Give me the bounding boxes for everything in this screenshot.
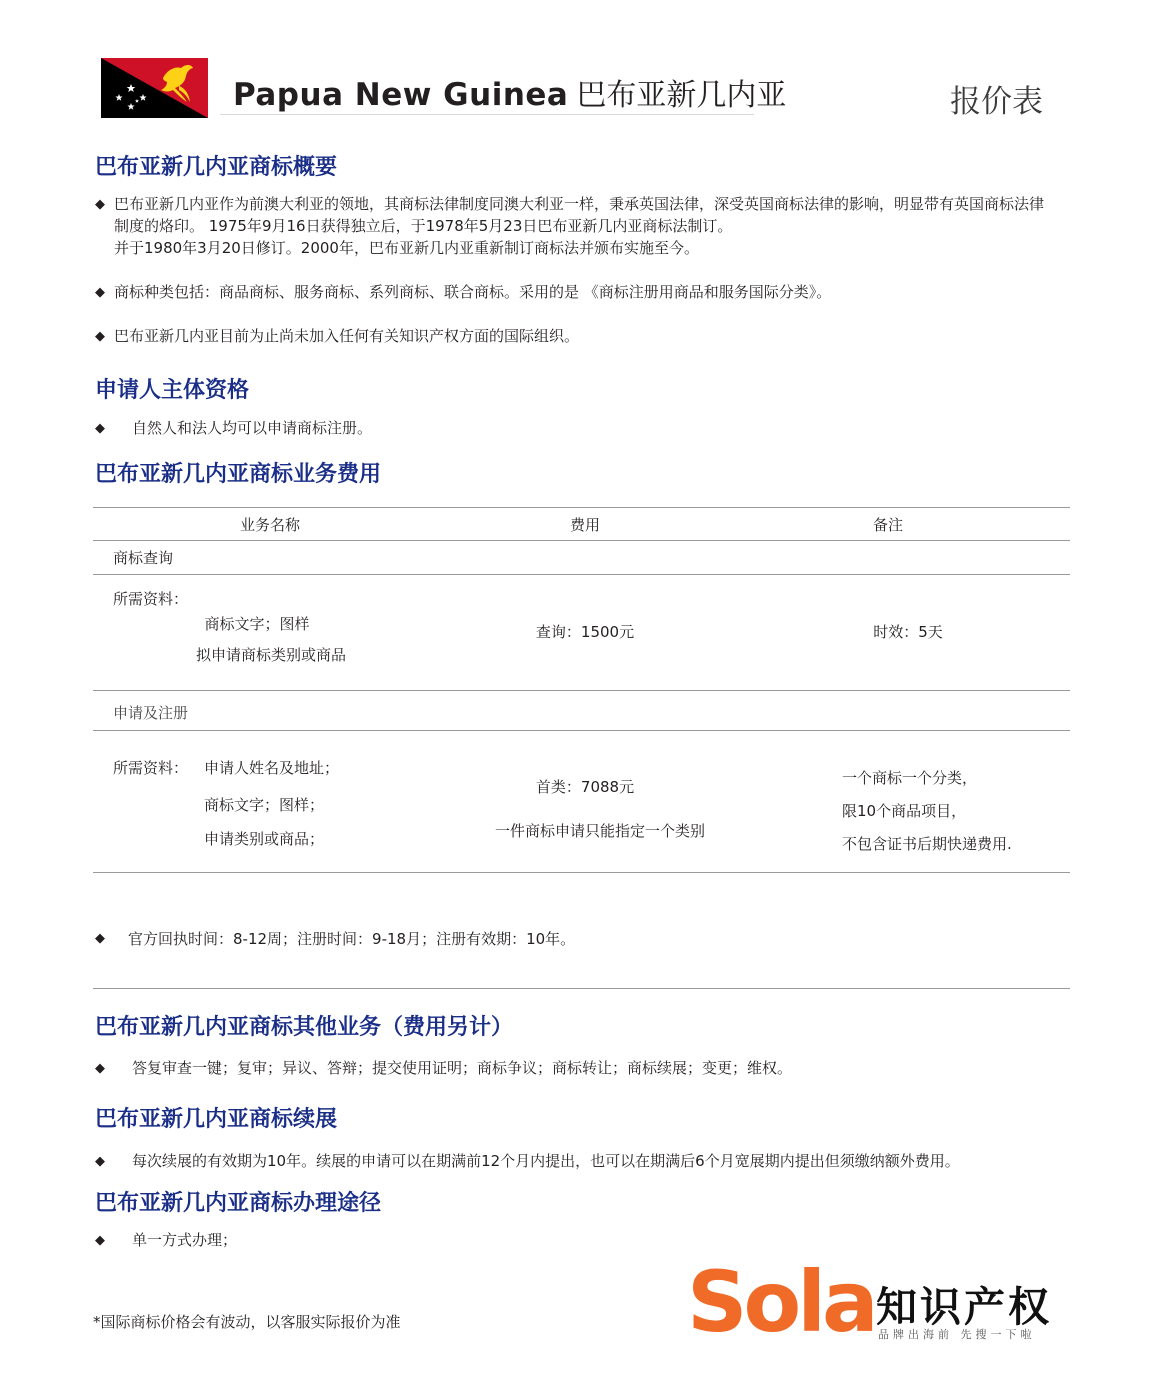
- bullet-icon: ◆: [95, 421, 105, 436]
- country-name-en: Papua New Guinea: [233, 77, 569, 113]
- sola-logo-text: Sola: [687, 1253, 875, 1351]
- other-services-bullet: 答复审查一键；复审；异议、答辩；提交使用证明；商标争议；商标转让；商标续展；变更；维权。: [132, 1059, 793, 1077]
- column-header-fee: 费用: [569, 516, 601, 534]
- page-title: [233, 70, 786, 114]
- application-note-2: 限10个商品项目，: [842, 802, 967, 820]
- overview-bullet-2: 商标种类包括：商品商标、服务商标、系列商标、联合商标。采用的是 《商标注册用商品和服务国际分类》。: [114, 283, 832, 301]
- papua-new-guinea-flag-icon: [101, 58, 208, 118]
- bullet-icon: ◆: [95, 1061, 105, 1076]
- bullet-icon: ◆: [95, 931, 105, 946]
- table-rule: [93, 574, 1070, 575]
- eligibility-bullet: 自然人和法人均可以申请商标注册。: [132, 419, 373, 437]
- column-header-note: 备注: [872, 516, 904, 534]
- search-section-label: 商标查询: [113, 549, 174, 567]
- header-rule: [220, 114, 754, 115]
- price-disclaimer: *国际商标价格会有波动，以客服实际报价为准: [93, 1313, 401, 1331]
- table-rule: [93, 730, 1070, 731]
- sola-logo-cn: 知识产权: [876, 1283, 1052, 1331]
- country-name-cn: 巴布亚新几内亚: [576, 78, 787, 113]
- application-section-label: 申请及注册: [113, 704, 189, 722]
- application-fee: 首类：7088元: [535, 778, 635, 796]
- search-material-1: 商标文字；图样: [204, 615, 310, 633]
- table-rule-top: [93, 507, 1070, 508]
- application-fee-condition: 一件商标申请只能指定一个类别: [494, 822, 706, 840]
- table-rule-bottom: [93, 872, 1070, 873]
- overview-heading: 巴布亚新几内亚商标概要: [95, 155, 338, 180]
- sola-logo-tagline: 品牌出海前 先搜一下啦: [878, 1328, 1036, 1341]
- application-note-3: 不包含证书后期快递费用.: [842, 835, 1012, 853]
- table-rule: [93, 690, 1070, 691]
- application-materials-label: 所需资料：: [113, 759, 189, 777]
- search-note: 时效：5天: [873, 623, 943, 641]
- bullet-icon: ◆: [95, 197, 105, 212]
- channels-heading: 巴布亚新几内亚商标办理途径: [95, 1191, 382, 1216]
- fees-heading: 巴布亚新几内亚商标业务费用: [95, 462, 382, 487]
- renewal-heading: 巴布亚新几内亚商标续展: [95, 1107, 338, 1132]
- overview-bullet-1-line-3: 并于1980年3月20日修订。2000年，巴布亚新几内亚重新制订商标法并颁布实施至今。: [114, 239, 699, 257]
- document-type: 报价表: [950, 84, 1043, 120]
- search-fee: 查询：1500元: [535, 623, 635, 641]
- bullet-icon: ◆: [95, 1154, 105, 1169]
- channels-bullet: 单一方式办理；: [132, 1231, 238, 1249]
- overview-bullet-1-line-2: 制度的烙印。 1975年9月16日获得独立后，于1978年5月23日巴布亚新几内亚商标法制订。: [114, 217, 733, 235]
- application-material-2: 商标文字；图样；: [204, 796, 325, 814]
- timeline-bullet: 官方回执时间：8-12周；注册时间：9-18月；注册有效期：10年。: [128, 930, 576, 948]
- search-material-2: 拟申请商标类别或商品: [195, 646, 347, 664]
- application-material-1: 申请人姓名及地址；: [204, 759, 340, 777]
- application-note-1: 一个商标一个分类，: [842, 769, 978, 787]
- overview-bullet-1: [114, 193, 1044, 259]
- renewal-bullet: 每次续展的有效期为10年。续展的申请可以在期满前12个月内提出，也可以在期满后6个月宽展期内提出但须缴纳额外费用。: [132, 1152, 960, 1170]
- eligibility-heading: 申请人主体资格: [95, 378, 250, 403]
- section-divider: [93, 988, 1070, 989]
- application-material-3: 申请类别或商品；: [204, 830, 325, 848]
- table-rule: [93, 540, 1070, 541]
- bullet-icon: ◆: [95, 329, 105, 344]
- overview-bullet-1-line-1: 巴布亚新几内亚作为前澳大利亚的领地，其商标法律制度同澳大利亚一样，秉承英国法律，深受英国商标法律的影响，明显带有英国商标法律: [114, 195, 1045, 213]
- column-header-service: 业务名称: [239, 516, 301, 534]
- bullet-icon: ◆: [95, 1233, 105, 1248]
- bullet-icon: ◆: [95, 285, 105, 300]
- other-services-heading: 巴布亚新几内亚商标其他业务（费用另计）: [95, 1015, 514, 1040]
- overview-bullet-3: 巴布亚新几内亚目前为止尚未加入任何有关知识产权方面的国际组织。: [114, 327, 580, 345]
- search-materials-label: 所需资料：: [113, 590, 189, 608]
